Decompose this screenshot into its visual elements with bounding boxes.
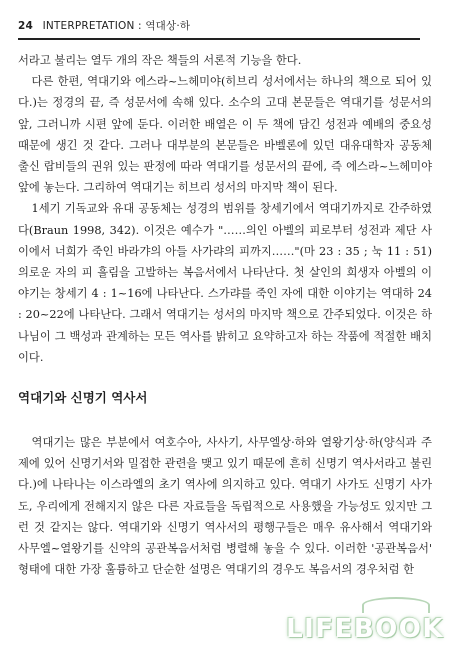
paragraph-deuteronomistic: 역대기는 많은 부분에서 여호수아, 사사기, 사무엘상·하와 열왕기상·하(양식과 주제에 있어 신명기서와 밀접한 관련을 맺고 있기 때문에 흔히 신명기 역사서라고 불린다.)에 나타나는 이스라엘의 초기 역사에 의지하고 있다. 역대기 사가도 신명기 사가도, 우리에게 전해지지 않은 다른 자료들을 독립적으로 사용했을 가능성도 있지만 그런 것 같지는 않다. 역대기와 신명기 역사서의 평행구들은 매우 유사해서 역대기와 사무엘~열왕기를 신약의 공관복음서처럼 병렬해 놓을 수 있다. 이러한 '공관복음서' 형태에 대한 가장 훌륭하고 단순한 설명은 역대기의 경우도 복음서의 경우처럼 한	[18, 436, 432, 577]
running-title: INTERPRETATION : 역대상·하	[42, 20, 191, 32]
page-body	[18, 50, 432, 580]
page-number: 24	[18, 20, 34, 32]
open-book-icon	[362, 597, 430, 613]
paragraph-canon-position: 다른 한편, 역대기와 에스라~느헤미야(히브리 성서에서는 하나의 책으로 되어 있다.)는 정경의 끝, 즉 성문서에 속해 있다. 소수의 고대 본문들은 역대기를 성문서의 앞, 그러니까 시편 앞에 둔다. 이러한 배열은 이 두 책에 담긴 성전과 예배의 중요성 때문에 생긴 것 같다. 그러나 대부분의 본문들은 바벨론에 있던 대유대학자 공동체 출신 랍비들의 권위 있는 판정에 따라 역대기를 성문서의 끝에, 즉 에스라~느헤미야 앞에 놓는다. 그리하여 역대기는 히브리 성서의 마지막 책이 된다.	[18, 75, 432, 195]
watermark-logo: LIFEBOOK	[286, 614, 444, 644]
paragraph-first-century: 1세기 기독교와 유대 공동체는 성경의 범위를 창세기에서 역대기까지로 간주하였다(Braun 1998, 342). 이것은 예수가 "……의인 아벨의 피로부터 성전과 제단 사이에서 너희가 죽인 바라갸의 아들 사가랴의 피까지……"(마 23 : 35 ; 눅 11 : 51) 의로운 자의 피 흘림을 고발하는 복음서에서 나타난다. 첫 살인의 희생자 아벨의 이야기는 창세기 4 : 1~16에 나타난다. 스가랴를 죽인 자에 대한 이야기는 역대하 24 : 20~22에 나타난다. 그래서 역대기는 성서의 마지막 책으로 간주되었다. 이것은 하나님이 그 백성과 관계하는 모든 역사를 밝히고 요약하고자 하는 작품에 적절한 배치이다.	[18, 202, 432, 364]
running-header	[18, 18, 420, 40]
section-heading: 역대기와 신명기 역사서	[18, 390, 148, 406]
paragraph-continued: 서라고 불리는 열두 개의 작은 책들의 서론적 기능을 한다.	[18, 54, 302, 67]
